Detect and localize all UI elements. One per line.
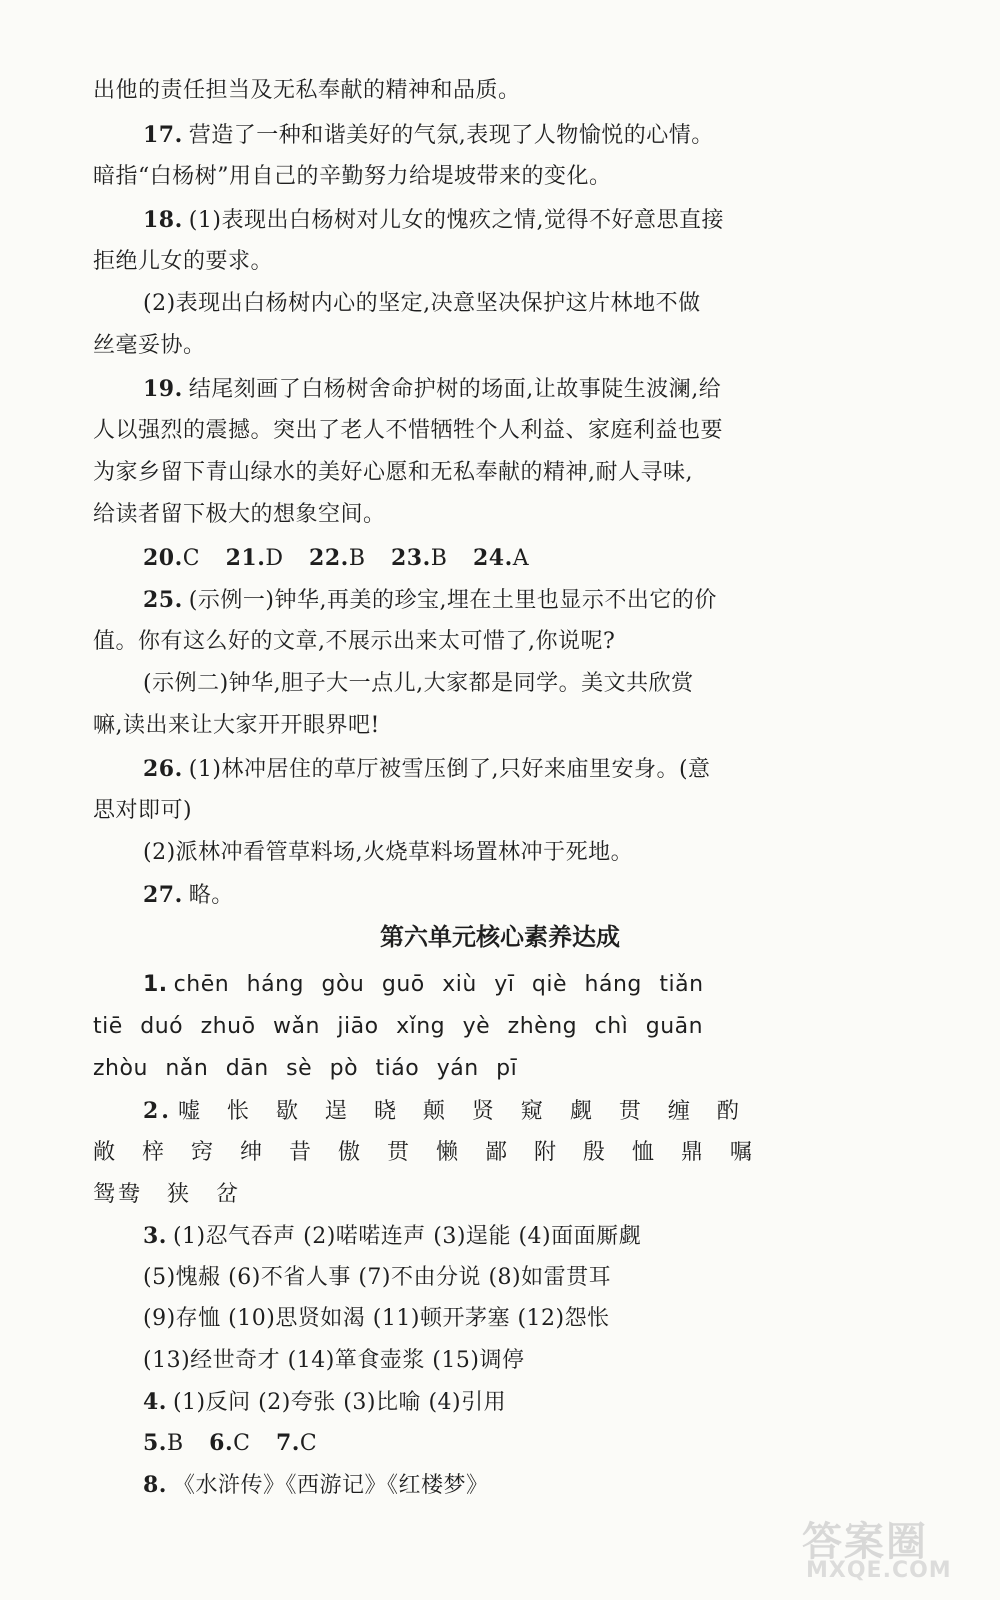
text-line: 为家乡留下青山绿水的美好心愿和无私奉献的精神,耐人寻味, (93, 460, 693, 485)
answer-3-line (143, 1221, 641, 1252)
question-number: 24. (472, 545, 513, 571)
question-number: 18. (143, 207, 183, 233)
answer-letter: B (348, 546, 366, 571)
text-line: 嘛,读出来让大家开开眼界吧! (93, 713, 380, 738)
idiom-list: (9)存恤 (10)思贤如渴 (11)顿开茅塞 (12)怨怅 (143, 1306, 610, 1331)
answers-5-7 (143, 1428, 335, 1459)
answer-text: 略。 (188, 883, 234, 908)
rhetoric-list: (1)反问 (2)夸张 (3)比喻 (4)引用 (172, 1390, 507, 1415)
question-number: 19. (143, 376, 183, 402)
text-line: (2)表现出白杨树内心的坚定,决意坚决保护这片林地不做 (143, 291, 701, 316)
text-line: 暗指“白杨树”用自己的辛勤努力给堤坡带来的变化。 (93, 164, 612, 189)
text-line: 拒绝儿女的要求。 (93, 249, 274, 274)
text-line: 出他的责任担当及无私奉献的精神和品质。 (93, 78, 521, 103)
answer-text: (1)林冲居住的草厅被雪压倒了,只好来庙里安身。(意 (188, 757, 711, 782)
mcq-item (473, 543, 529, 574)
text-line: 思对即可) (93, 798, 193, 823)
watermark-text: 答案圈 (802, 1519, 928, 1565)
answer-text: (示例一)钟华,再美的珍宝,埋在土里也显示不出它的价 (188, 588, 717, 613)
answer-letter: A (512, 546, 530, 571)
answer-17 (143, 120, 714, 151)
question-number: 3. (143, 1223, 167, 1249)
question-number: 6. (209, 1430, 234, 1456)
answer-1-line (143, 970, 704, 1000)
mcq-item (143, 543, 200, 574)
character-list: 鸳鸯 狭 岔 (93, 1182, 241, 1207)
answer-18 (143, 205, 724, 236)
question-number: 7. (275, 1430, 300, 1456)
mcq-item (276, 1428, 317, 1459)
book-titles: 《水浒传》《西游记》《红楼梦》 (172, 1473, 489, 1498)
mcq-item (209, 1428, 250, 1459)
answer-26 (143, 754, 711, 785)
question-number: 17. (143, 122, 183, 148)
answer-text: 结尾刻画了白杨树舍命护树的场面,让故事陡生波澜,给 (188, 377, 722, 402)
answer-text: 营造了一种和谐美好的气氛,表现了人物愉悦的心情。 (188, 123, 714, 148)
text-line: 值。你有这么好的文章,不展示出来太可惜了,你说呢? (93, 629, 616, 654)
mcq-item (391, 543, 447, 574)
answer-25 (143, 585, 717, 616)
question-number: 23. (391, 545, 431, 571)
answers-20-24 (143, 543, 547, 574)
mcq-item (226, 543, 284, 574)
watermark-logo (802, 1510, 972, 1586)
question-number: 5. (143, 1430, 167, 1456)
idiom-list: (1)忍气吞声 (2)喏喏连声 (3)逞能 (4)面面厮觑 (172, 1224, 642, 1249)
question-number: 26. (143, 756, 183, 782)
answer-letter: C (299, 1431, 318, 1456)
pinyin-list: chēn háng gòu guō xiù yī qiè háng tiǎn (173, 972, 704, 997)
character-list: 嘘 怅 歇 逞 晓 颠 贤 窥 觑 贯 缠 酌 (177, 1099, 742, 1124)
text-line: (示例二)钟华,胆子大一点儿,大家都是同学。美文共欣赏 (143, 671, 694, 696)
answer-27 (143, 880, 234, 911)
answer-letter: D (265, 546, 284, 571)
idiom-list: (5)愧赧 (6)不省人事 (7)不由分说 (8)如雷贯耳 (143, 1265, 612, 1290)
answer-text: (1)表现出白杨树对儿女的愧疚之情,觉得不好意思直接 (188, 208, 724, 233)
answer-4-line (143, 1387, 506, 1418)
question-number: 1. (143, 972, 168, 997)
section-title: 第六单元核心素养达成 (380, 923, 620, 951)
text-line: 给读者留下极大的想象空间。 (93, 502, 386, 527)
text-line: 丝毫妥协。 (93, 333, 206, 358)
question-number: 20. (143, 545, 183, 571)
answer-8-line (143, 1470, 488, 1501)
question-number: 8. (143, 1472, 167, 1498)
mcq-item (143, 1428, 184, 1459)
text-line: (2)派林冲看管草料场,火烧草料场置林冲于死地。 (143, 840, 634, 865)
mcq-item (309, 543, 365, 574)
answer-19 (143, 374, 721, 405)
answer-letter: C (182, 546, 201, 571)
question-number: 4. (143, 1389, 167, 1415)
answer-letter: C (233, 1431, 251, 1456)
answer-letter: B (430, 546, 448, 571)
text-line: 人以强烈的震撼。突出了老人不惜牺牲个人利益、家庭利益也要 (93, 418, 724, 443)
idiom-list: (13)经世奇才 (14)箪食壶浆 (15)调停 (143, 1348, 525, 1373)
watermark-url: MXQE.COM (806, 1558, 952, 1583)
character-list: 敞 梓 窍 绅 昔 傲 贯 懒 鄙 附 殷 恤 鼎 嘱 (93, 1140, 755, 1165)
pinyin-list: zhòu nǎn dān sè pò tiáo yán pī (93, 1056, 518, 1081)
question-number: 22. (309, 545, 349, 571)
answer-2-line (143, 1096, 742, 1127)
question-number: 27. (143, 882, 183, 908)
pinyin-list: tiē duó zhuō wǎn jiāo xǐng yè zhèng chì guān (93, 1014, 704, 1039)
question-number: 2. (143, 1098, 172, 1124)
question-number: 21. (225, 545, 266, 571)
question-number: 25. (143, 587, 183, 613)
answer-letter: B (166, 1431, 184, 1456)
